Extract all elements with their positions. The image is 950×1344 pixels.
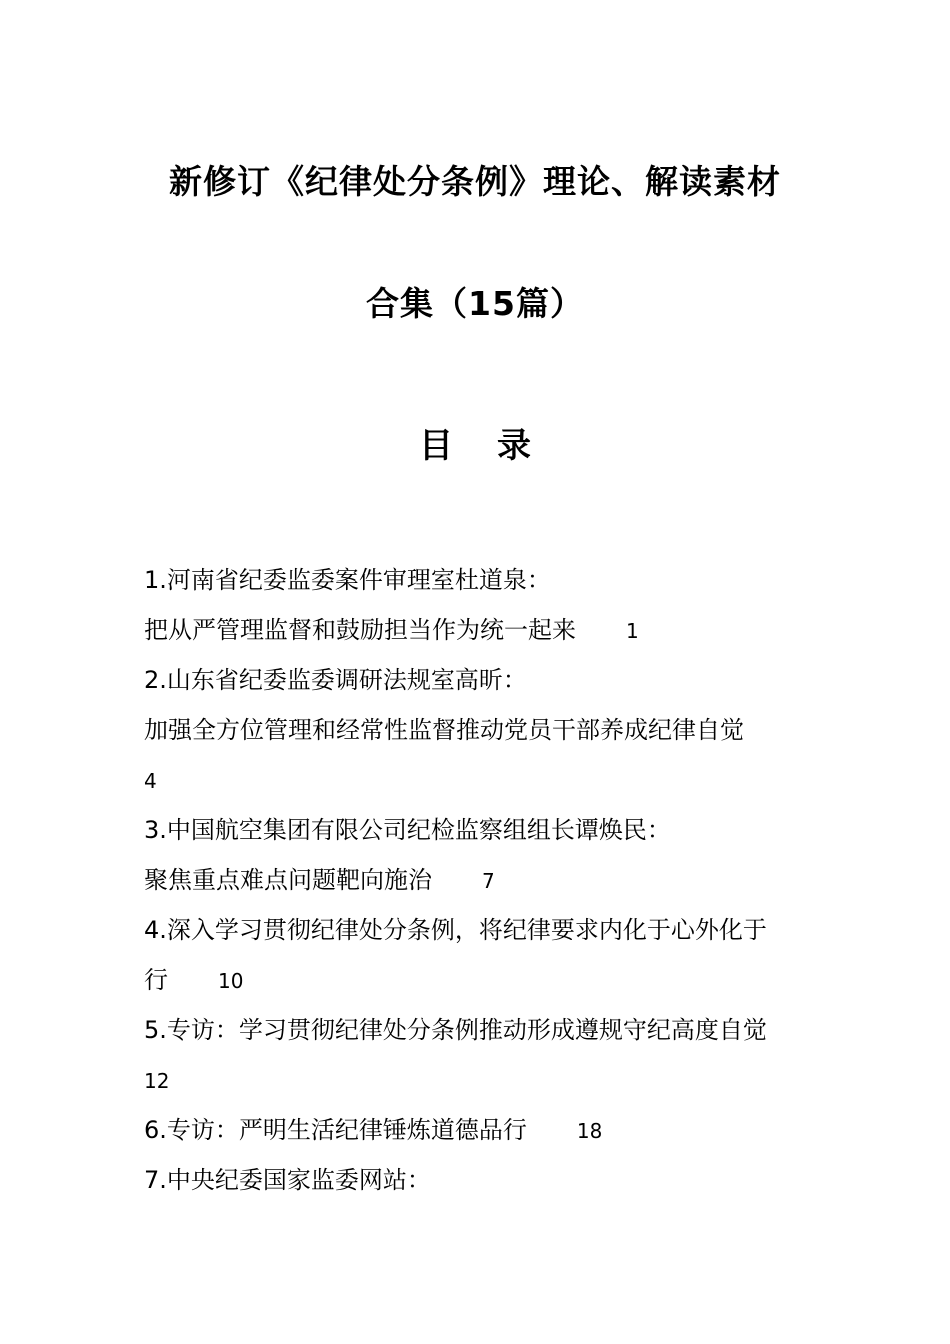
toc-entry-3-subtitle: 聚焦重点难点问题靶向施治: [144, 866, 432, 894]
toc-entry-3-heading: 3.中国航空集团有限公司纪检监察组组长谭焕民：: [144, 816, 671, 844]
toc-entry-4-subtitle: 行: [144, 966, 168, 994]
document-title-line-2: 合集（15篇）: [366, 284, 584, 323]
toc-entry-1-subtitle-line: [144, 612, 824, 662]
toc-entry-2-page: 4: [144, 769, 157, 793]
toc-entry-2-heading: 2.山东省纪委监委调研法规室高昕：: [144, 666, 527, 694]
toc-entry-1-subtitle: 把从严管理监督和鼓励担当作为统一起来: [144, 616, 576, 644]
toc-entry-5-page: 12: [144, 1069, 170, 1093]
toc-entry-7-heading: 7.中央纪委国家监委网站：: [144, 1166, 431, 1194]
toc-entry-4-page: 10: [218, 969, 244, 993]
toc-entry-4-heading: 4.深入学习贯彻纪律处分条例，将纪律要求内化于心外化于: [144, 916, 767, 944]
document-title-line-1: 新修订《纪律处分条例》理论、解读素材: [169, 162, 781, 201]
toc-entry-6-heading: 6.专访：严明生活纪律锤炼道德品行: [144, 1116, 527, 1144]
toc-entry-3-subtitle-line: [144, 862, 824, 912]
toc-entry-1-heading: 1.河南省纪委监委案件审理室杜道泉：: [144, 566, 551, 594]
toc-entry-3-page: 7: [482, 869, 495, 893]
table-of-contents: [144, 562, 824, 1212]
toc-heading: [0, 418, 950, 467]
toc-entry-2-page-line: [144, 762, 824, 812]
toc-heading-char-2: 录: [497, 426, 531, 466]
toc-entry-2-subtitle: 加强全方位管理和经常性监督推动党员干部养成纪律自觉: [144, 716, 744, 744]
toc-entry-6-line: [144, 1112, 824, 1162]
toc-heading-char-1: 目: [419, 426, 453, 466]
toc-entry-1-page: 1: [626, 619, 639, 643]
toc-entry-4-subtitle-line: [144, 962, 824, 1012]
toc-entry-5-page-line: [144, 1062, 824, 1112]
toc-entry-5-heading: 5.专访：学习贯彻纪律处分条例推动形成遵规守纪高度自觉: [144, 1016, 767, 1044]
toc-entry-6-page: 18: [576, 1119, 603, 1143]
